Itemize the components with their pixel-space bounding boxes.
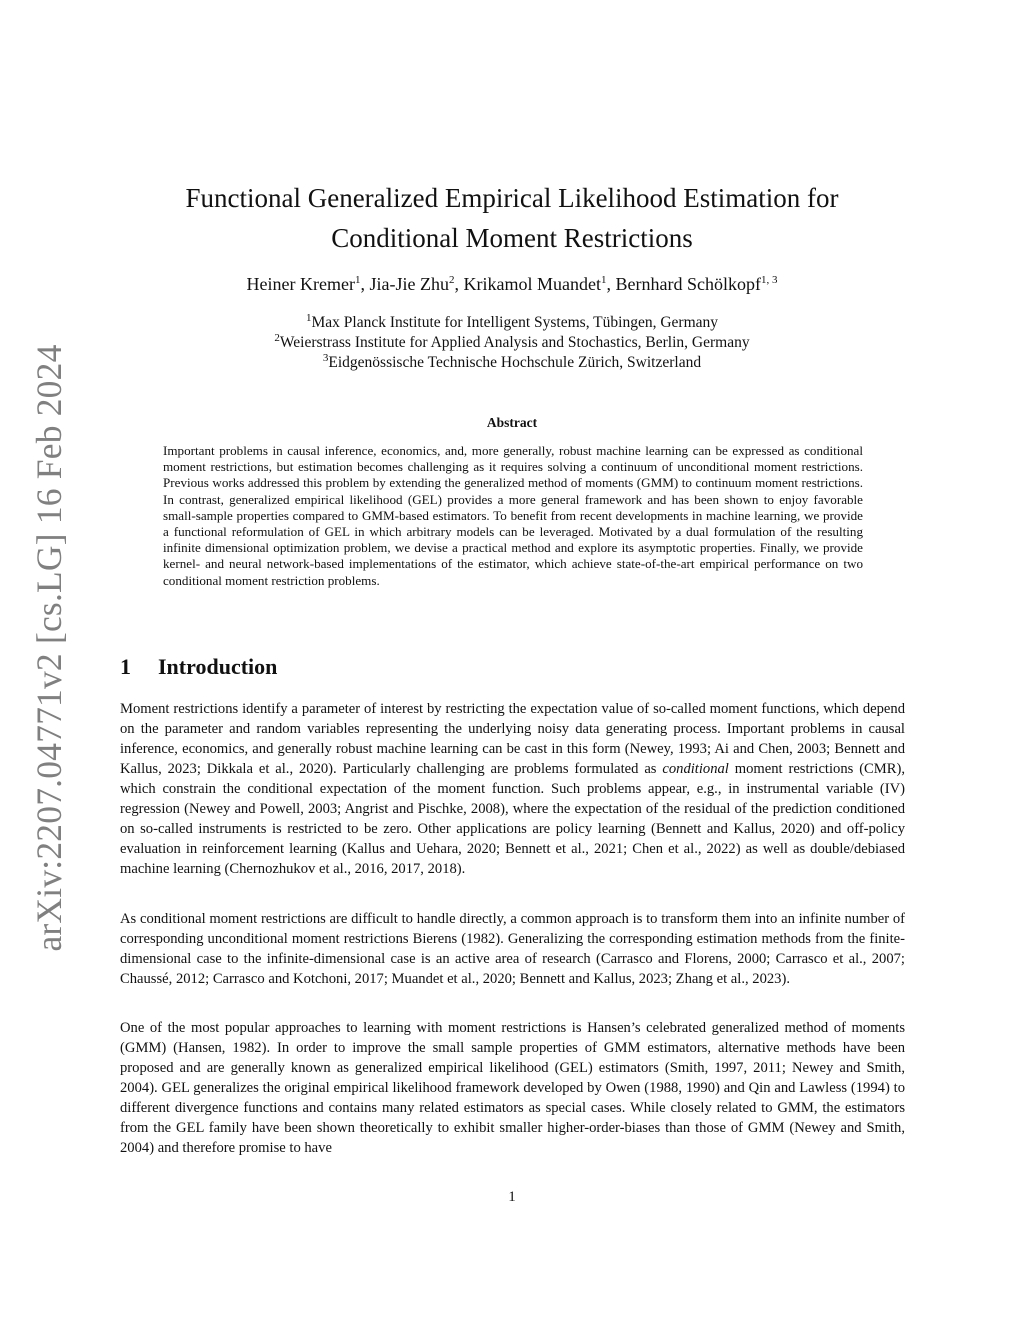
affiliation-mark: 3 bbox=[322, 351, 329, 364]
affiliation-text: Weierstrass Institute for Applied Analysis and Stochastics, Berlin, Germany bbox=[279, 334, 750, 351]
paragraph-text: Moment restrictions identify a parameter of interest by restricting the expectation value of so-called moment functions, which depend on the parameter and random variables representing the underlying noisy data generating process. Important problems in causal inference, economics, and generally robust machine learning can be cast in this form (Newey, 1993; Ai and Chen, 2003; Bennett and Kallus, 2023; Dikkala et al., 2020). Particularly challenging are problems formulated as bbox=[120, 701, 905, 777]
author-affiliation-mark: 1, 3 bbox=[760, 274, 778, 286]
author-name: Heiner Kremer bbox=[246, 274, 355, 294]
intro-paragraph-3: One of the most popular approaches to learning with moment restrictions is Hansen’s celebrated generalized method of moments (GMM) (Hansen, 1982). In order to improve the small sample properties of GMM estimators, alternative methods have been proposed and are generally known as generalized empirical likelihood (GEL) estimators (Smith, 1997, 2011; Newey and Smith, 2004). GEL generalizes the original empirical likelihood framework developed by Owen (1988, 1990) and Qin and Lawless (1994) to different divergence functions and contains many related estimators as special cases. While closely related to GMM, the estimators from the GEL family have been shown theoretically to exhibit smaller higher-order-biases than those of GMM (Newey and Smith, 2004) and therefore promise to have bbox=[120, 1020, 905, 1156]
author-name: Jia-Jie Zhu bbox=[369, 274, 449, 294]
author-affiliation-mark: 1 bbox=[600, 274, 607, 286]
author-list: Heiner Kremer$^1$, Jia-Jie Zhu$^2$, Krikamol Muandet$^1$, Bernhard Schölkopf$^{1, 3}$ bbox=[246, 274, 778, 294]
arxiv-identifier-stamp: arXiv:2207.04771v2 [cs.LG] 16 Feb 2024 bbox=[29, 344, 69, 952]
affiliation-list bbox=[120, 313, 904, 373]
abstract-body: Important problems in causal inference, economics, and, more generally, robust machine learning can be expressed as conditional moment restrictions, but estimation becomes challenging as it requires solving a continuum of unconditional moment restrictions. Previous works addressed this problem by extending the generalized method of moments (GMM) to continuum moment restrictions. In contrast, generalized empirical likelihood (GEL) provides a more general framework and has been shown to enjoy favorable small-sample properties compared to GMM-based estimators. To benefit from recent developments in machine learning, we provide a functional reformulation of GEL in which arbitrary models can be leveraged. Motivated by a dual formulation of the resulting infinite dimensional optimization problem, we devise a practical method and explore its asymptotic properties. Finally, we provide kernel- and neural network-based implementations of the estimator, which achieve state-of-the-art empirical performance on two conditional moment restriction problems. bbox=[163, 443, 863, 588]
page-number: 1 bbox=[508, 1189, 516, 1205]
title-line-2: Conditional Moment Restrictions bbox=[331, 223, 693, 253]
affiliation-mark: 1 bbox=[305, 311, 312, 324]
author-affiliation-mark: 2 bbox=[448, 274, 455, 286]
abstract-heading: Abstract bbox=[486, 415, 538, 430]
intro-paragraph-1 bbox=[120, 699, 905, 879]
affiliation-mark: 2 bbox=[274, 331, 280, 344]
affiliation-line bbox=[120, 353, 904, 373]
affiliation-line bbox=[120, 313, 904, 333]
section-heading-introduction bbox=[120, 654, 277, 680]
paper-title bbox=[120, 178, 904, 258]
emphasized-term: conditional bbox=[662, 761, 729, 777]
section-number: 1 bbox=[120, 654, 131, 679]
author-name: Krikamol Muandet bbox=[463, 274, 601, 294]
intro-paragraph-2: As conditional moment restrictions are difficult to handle directly, a common approach is to transform them into an infinite number of corresponding unconditional moment restrictions Bierens (1982). Generalizing the corresponding estimation methods from the finite-dimensional case to the infinite-dimensional case is an active area of research (Carrasco and Florens, 2000; Carrasco et al., 2007; Chaussé, 2012; Carrasco and Kotchoni, 2017; Muandet et al., 2020; Bennett and Kallus, 2023; Zhang et al., 2023). bbox=[120, 911, 905, 987]
affiliation-line bbox=[120, 333, 904, 353]
affiliation-text: Max Planck Institute for Intelligent Systems, Tübingen, Germany bbox=[311, 314, 719, 331]
author-affiliation-mark: 1 bbox=[355, 274, 361, 286]
title-line-1: Functional Generalized Empirical Likelihood Estimation for bbox=[185, 183, 839, 213]
author-name: Bernhard Schölkopf bbox=[615, 274, 761, 294]
paragraph-text: moment restrictions (CMR), which constrain the conditional expectation of the moment function. Such problems appear, e.g., in instrumental variable (IV) regression (Newey and Powell, 2003; Angrist and Pischke, 2008), where the expectation of the residual of the prediction conditioned on so-called instruments is restricted to be zero. Other applications are policy learning (Bennett and Kallus, 2020) and off-policy evaluation in reinforcement learning (Kallus and Uehara, 2020; Bennett et al., 2021; Chen et al., 2022) as well as double/debiased machine learning (Chernozhukov et al., 2016, 2017, 2018). bbox=[120, 761, 906, 877]
affiliation-text: Eidgenössische Technische Hochschule Zürich, Switzerland bbox=[328, 354, 702, 371]
section-title: Introduction bbox=[158, 654, 278, 679]
